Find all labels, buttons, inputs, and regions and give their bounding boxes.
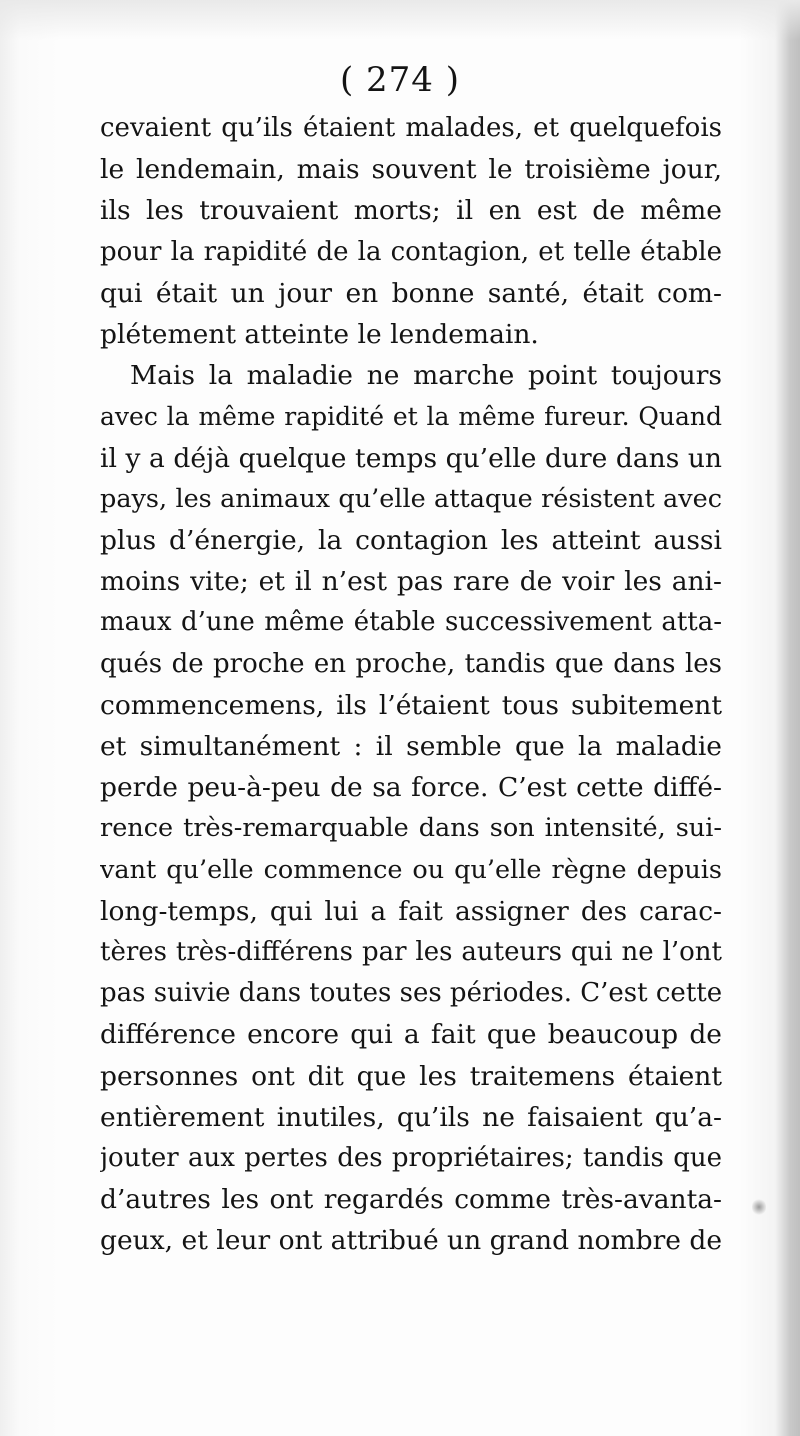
page-number: ( 274 ) [339,60,461,100]
text-line: long-temps, qui lui a fait assigner des carac- [100,895,722,927]
text-line: d’autres les ont regardés comme très-avanta- [100,1184,722,1216]
text-line: personnes ont dit que les traitemens étaient [100,1060,722,1092]
paragraph-first-line: Mais la maladie ne marche point toujours [130,360,722,392]
text-line: rence très-remarquable dans son intensité, sui- [100,813,722,844]
ink-spot [752,1198,766,1216]
text-line: geux, et leur ont attribué un grand nombre de [100,1225,722,1257]
text-line: qués de proche en proche, tandis que dans les [100,648,722,679]
body-text [100,108,722,1268]
text-line: différence encore qui a fait que beaucoup de [100,1019,722,1051]
text-line: moins vite; et il n’est pas rare de voir les ani- [100,566,722,598]
text-line: plétement atteinte le lendemain. [100,319,539,350]
text-line: avec la même rapidité et la même fureur. Quand [100,402,722,432]
text-line: perde peu-à-peu de sa force. C’est cette diffé- [100,772,722,804]
text-line: entièrement inutiles, qu’ils ne faisaient qu’a- [100,1101,722,1133]
text-line: et simultanément : il semble que la maladie [100,731,722,762]
text-line: pays, les animaux qu’elle attaque résistent avec [100,483,722,514]
text-line: pas suivie dans toutes ses périodes. C’est cette [100,978,722,1009]
text-line: le lendemain, mais souvent le troisième jour, [100,154,722,186]
text-line: jouter aux pertes des propriétaires; tandis que [100,1143,722,1173]
text-line: maux d’une même étable successivement atta- [100,607,722,638]
text-line: vant qu’elle commence ou qu’elle règne depuis [100,854,722,885]
text-line: commencemens, ils l’étaient tous subitement [100,689,722,721]
text-line: cevaient qu’ils étaient malades, et quelquefois [100,113,722,143]
text-line: ils les trouvaient morts; il en est de même [100,195,722,227]
text-line: plus d’énergie, la contagion les atteint aussi [100,525,722,556]
text-line: qui était un jour en bonne santé, était com- [100,277,722,309]
text-line: tères très-différens par les auteurs qui ne l’ont [100,937,722,967]
text-line: pour la rapidité de la contagion, et telle étable [100,236,722,267]
text-line: il y a déjà quelque temps qu’elle dure dans un [100,442,722,474]
